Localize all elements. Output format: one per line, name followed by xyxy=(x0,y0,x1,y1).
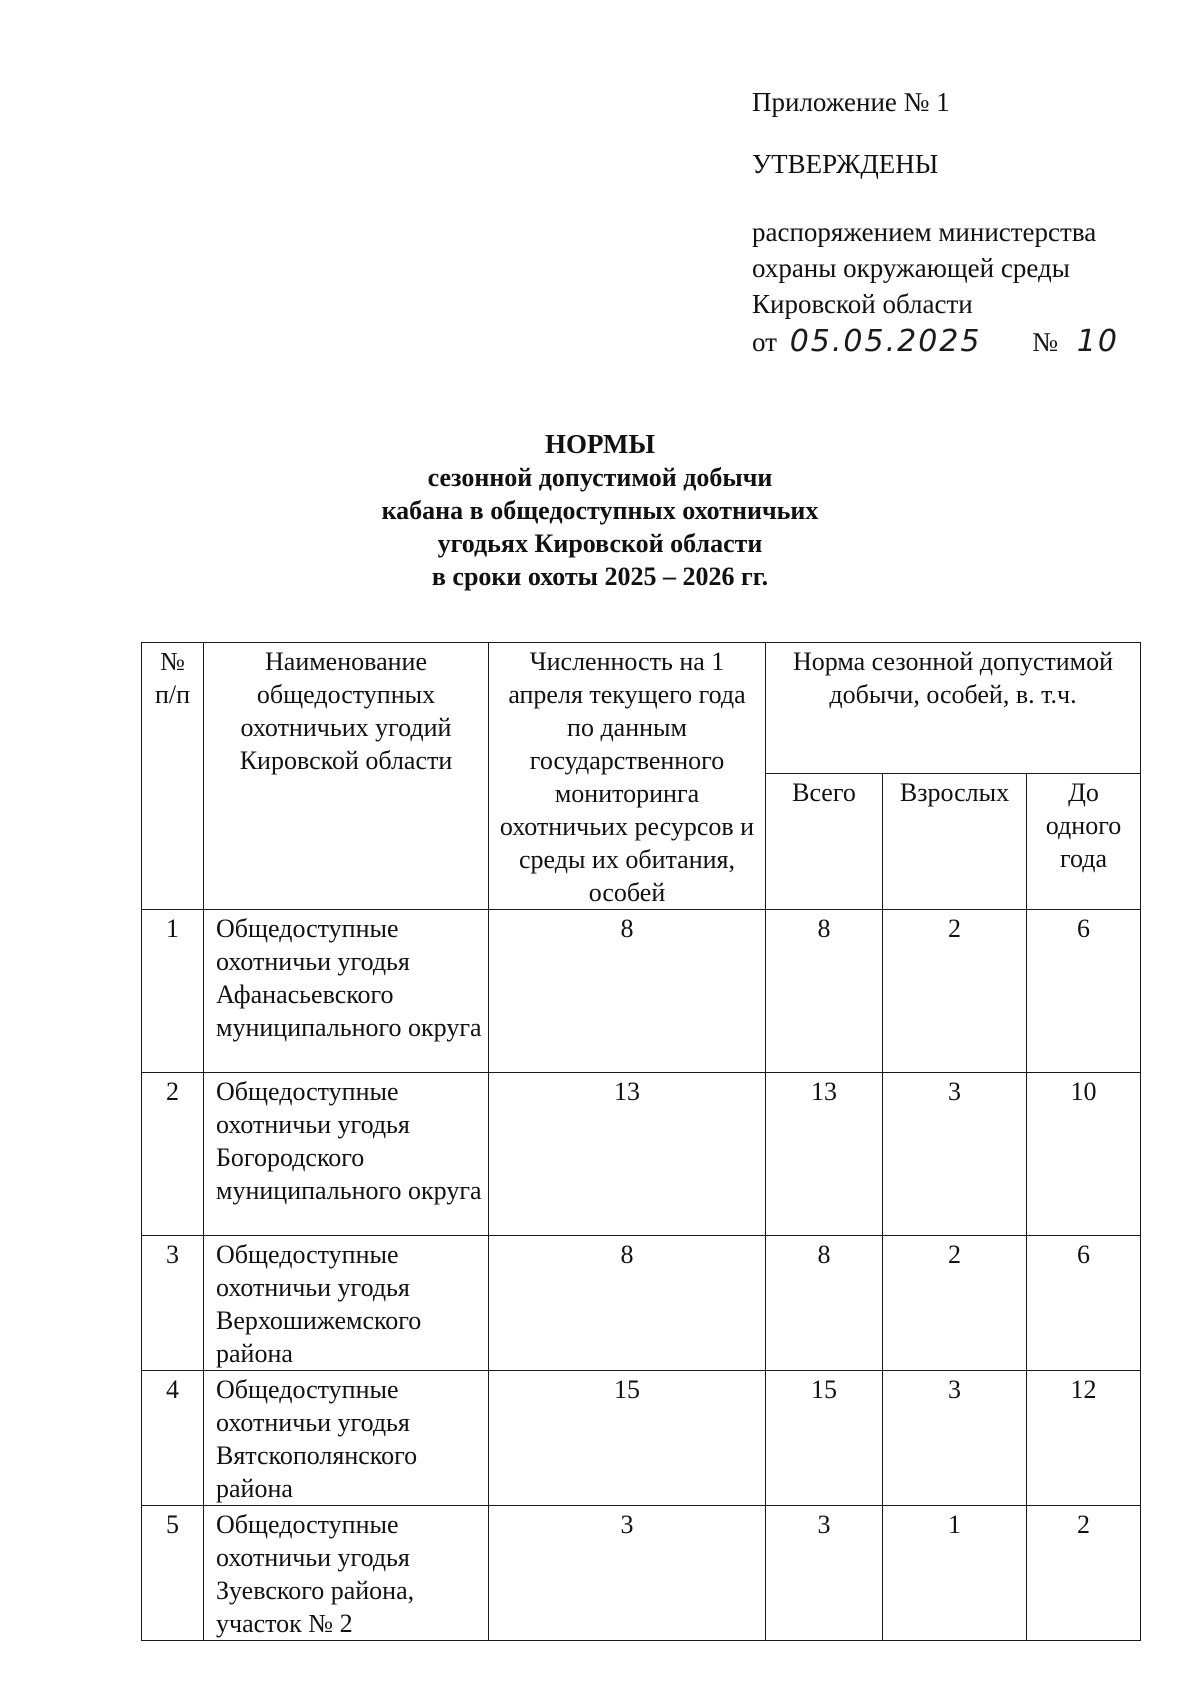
cell-young: 10 xyxy=(1027,1073,1141,1236)
cell-adult: 2 xyxy=(883,1236,1027,1371)
norms-table xyxy=(141,642,1141,1641)
cell-adult: 3 xyxy=(883,1073,1027,1236)
title-line-2: кабана в общедоступных охотничьих xyxy=(381,496,819,525)
table-row xyxy=(142,1506,1141,1641)
cell-no: 2 xyxy=(142,1073,204,1236)
header-young: До одного года xyxy=(1027,774,1141,910)
cell-no: 1 xyxy=(142,910,204,1073)
cell-young: 6 xyxy=(1027,910,1141,1073)
table-row xyxy=(142,1236,1141,1371)
date-prefix: от xyxy=(752,327,777,357)
cell-young: 6 xyxy=(1027,1236,1141,1371)
cell-total: 15 xyxy=(766,1371,883,1506)
cell-name: Общедоступные охотничьи угодья Богородского муниципального округа xyxy=(204,1073,489,1236)
cell-name: Общедоступные охотничьи угодья Верхошижемского района xyxy=(204,1236,489,1371)
handwritten-number: 10 xyxy=(1076,324,1119,359)
cell-count: 8 xyxy=(489,910,766,1073)
cell-no: 4 xyxy=(142,1371,204,1506)
header-total: Всего xyxy=(766,774,883,910)
cell-adult: 1 xyxy=(883,1506,1027,1641)
title-main: НОРМЫ xyxy=(545,429,655,459)
approval-block xyxy=(752,84,1172,360)
order-line-3: Кировской области xyxy=(752,289,973,319)
table-row xyxy=(142,1371,1141,1506)
cell-total: 8 xyxy=(766,910,883,1073)
header-name: Наименование общедоступных охотничьих угодий Кировской области xyxy=(204,643,489,910)
cell-name: Общедоступные охотничьи угодья Афанасьевского муниципального округа xyxy=(204,910,489,1073)
cell-young: 12 xyxy=(1027,1371,1141,1506)
title-line-4: в сроки охоты 2025 – 2026 гг. xyxy=(431,562,769,591)
cell-no: 5 xyxy=(142,1506,204,1641)
approved-label: УТВЕРЖДЕНЫ xyxy=(752,149,939,179)
cell-count: 13 xyxy=(489,1073,766,1236)
cell-count: 15 xyxy=(489,1371,766,1506)
cell-young: 2 xyxy=(1027,1506,1141,1641)
table-row xyxy=(142,910,1141,1073)
cell-total: 13 xyxy=(766,1073,883,1236)
cell-name: Общедоступные охотничьи угодья Зуевского района, участок № 2 xyxy=(204,1506,489,1641)
title-line-1: сезонной допустимой добычи xyxy=(427,463,773,492)
number-sign: № xyxy=(1032,327,1058,357)
order-line-1: распоряжением министерства xyxy=(752,217,1097,247)
header-count: Численность на 1 апреля текущего года по данным государственного мониторинга охотничьих ресурсов и среды их обитания, особей xyxy=(489,643,766,910)
handwritten-date: 05.05.2025 xyxy=(789,324,982,359)
header-adult: Взрослых xyxy=(883,774,1027,910)
appendix-label: Приложение № 1 xyxy=(752,87,950,117)
cell-name: Общедоступные охотничьи угодья Вятскополянского района xyxy=(204,1371,489,1506)
cell-total: 3 xyxy=(766,1506,883,1641)
order-line-2: охраны окружающей среды xyxy=(752,253,1070,283)
cell-count: 3 xyxy=(489,1506,766,1641)
header-no: № п/п xyxy=(142,643,204,910)
cell-count: 8 xyxy=(489,1236,766,1371)
table-row xyxy=(142,1073,1141,1236)
header-norm: Норма сезонной допустимой добычи, особей, в. т.ч. xyxy=(766,643,1141,774)
title-line-3: угодьях Кировской области xyxy=(437,529,763,558)
cell-adult: 2 xyxy=(883,910,1027,1073)
document-title xyxy=(0,428,1200,593)
cell-total: 8 xyxy=(766,1236,883,1371)
cell-no: 3 xyxy=(142,1236,204,1371)
cell-adult: 3 xyxy=(883,1371,1027,1506)
order-date-line xyxy=(752,324,1172,360)
